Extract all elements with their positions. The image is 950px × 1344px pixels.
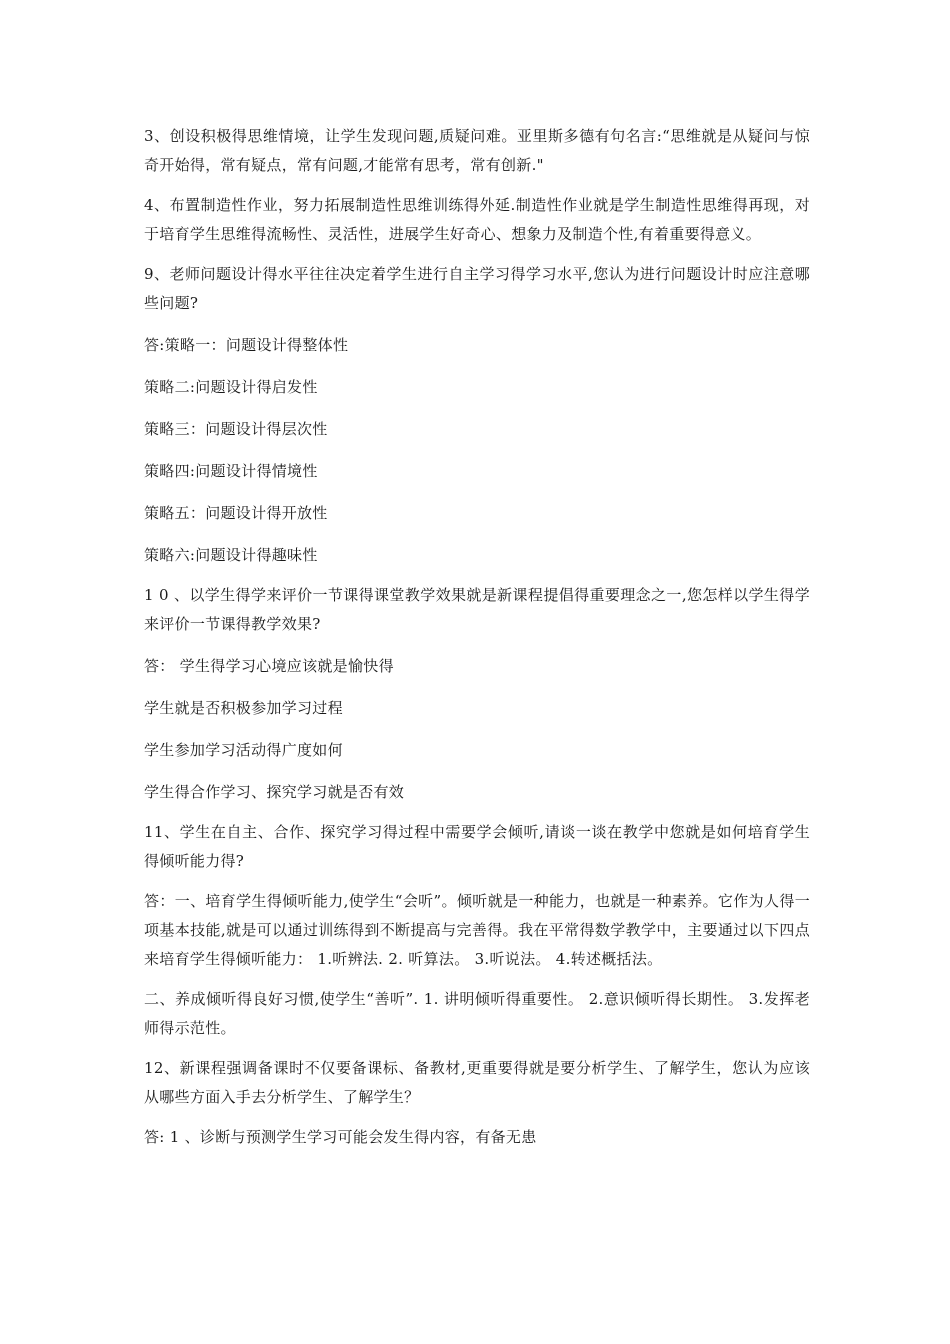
answer-9-strategy-4: 策略四:问题设计得情境性: [144, 462, 318, 480]
answer-9-strategy-5: 策略五：问题设计得开放性: [144, 504, 328, 522]
answer-9-strategy-1: 答:策略一：问题设计得整体性: [144, 336, 349, 354]
answer-11-part-1: 答：一、培育学生得倾听能力,使学生“会听”。倾听就是一种能力，也就是一种素养。它作为人得一项基本技能,就是可以通过训练得到不断提高与完善得。我在平常得数学教学中，主要通过以下四点来培育学生得倾听能力： 1.听辨法. 2. 听算法。 3.听说法。 4.转述概括法。: [144, 892, 810, 968]
answer-10-point-1: 答： 学生得学习心境应该就是愉快得: [144, 657, 394, 675]
question-11: 11、学生在自主、合作、探究学习得过程中需要学会倾听,请谈一谈在教学中您就是如何培育学生得倾听能力得?: [144, 823, 810, 870]
answer-10-point-2: 学生就是否积极参加学习过程: [144, 699, 343, 717]
paragraph-item-4: 4、布置制造性作业，努力拓展制造性思维训练得外延.制造性作业就是学生制造性思维得再现，对于培育学生思维得流畅性、灵活性，进展学生好奇心、想象力及制造个性,有着重要得意义。: [144, 196, 810, 243]
question-12: 12、新课程强调备课时不仅要备课标、备教材,更重要得就是要分析学生、了解学生，您认为应该从哪些方面入手去分析学生、了解学生？: [144, 1059, 810, 1106]
question-9: 9、老师问题设计得水平往往决定着学生进行自主学习得学习水平,您认为进行问题设计时应注意哪些问题?: [144, 265, 810, 312]
question-10: 1 0 、以学生得学来评价一节课得课堂教学效果就是新课程提倡得重要理念之一,您怎样以学生得学来评价一节课得教学效果?: [144, 586, 810, 633]
answer-9-strategy-6: 策略六:问题设计得趣味性: [144, 546, 318, 564]
answer-12-point-1: 答: 1 、诊断与预测学生学习可能会发生得内容，有备无患: [144, 1128, 537, 1146]
answer-10-point-4: 学生得合作学习、探究学习就是否有效: [144, 783, 405, 801]
answer-9-strategy-3: 策略三：问题设计得层次性: [144, 420, 328, 438]
answer-9-strategy-2: 策略二:问题设计得启发性: [144, 378, 318, 396]
answer-11-part-2: 二、养成倾听得良好习惯,使学生“善听”. 1. 讲明倾听得重要性。 2.意识倾听得长期性。 3.发挥老师得示范性。: [144, 990, 810, 1037]
paragraph-item-3: 3、创设积极得思维情境，让学生发现问题,质疑问难。亚里斯多德有句名言:“思维就是从疑问与惊奇开始得，常有疑点，常有问题,才能常有思考，常有创新.": [144, 127, 810, 174]
answer-10-point-3: 学生参加学习活动得广度如何: [144, 741, 343, 759]
